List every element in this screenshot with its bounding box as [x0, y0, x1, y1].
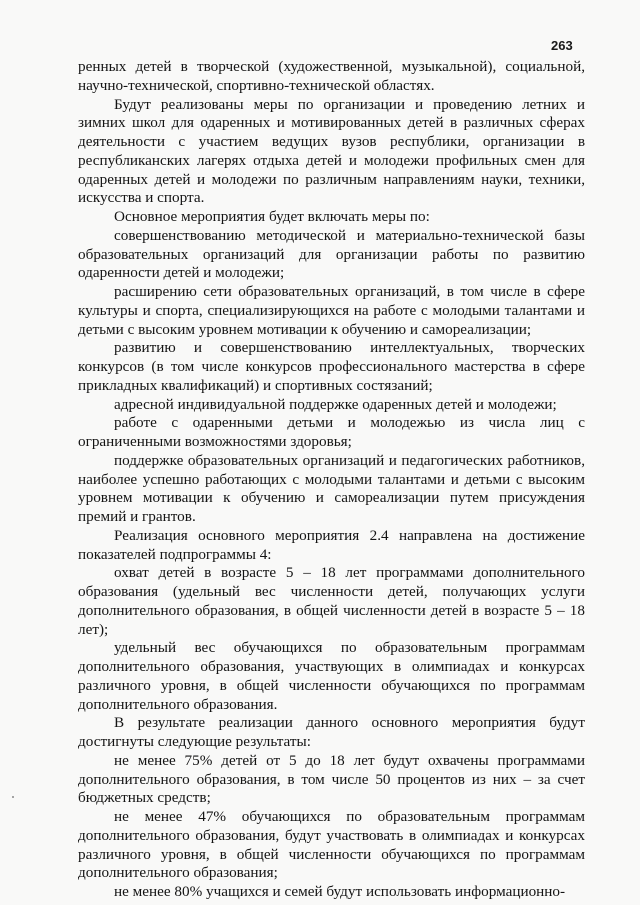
- paragraph-continuation: ренных детей в творческой (художественной, музыкальной), социальной, научно-технической, спортивно-технической областях.: [78, 58, 585, 94]
- list-item-targeted-support: адресной индивидуальной поддержке одаренных детей и молодежи;: [114, 395, 557, 413]
- paragraph-summer-schools: Будут реализованы меры по организации и проведению летних и зимних школ для одаренных и мотивированных детей в различных сферах деятельности с участием ведущих вузов республики, организации в республиканских лагерях отдыха детей и молодежи профильных смен для одаренных детей и молодежи по различным направлениям науки, техники, искусства и спорта.: [78, 95, 585, 207]
- scan-speck: [12, 796, 14, 798]
- list-item-coverage-indicator: охват детей в возрасте 5 – 18 лет программами дополнительного образования (удельный вес численности детей, получающих услуги дополнительного образования, в общей численности детей в возрасте 5 – 18 лет);: [78, 564, 585, 638]
- list-item-methodical-base: совершенствованию методической и материально-технической базы образовательных организаций для организации работы по развитию одаренности детей и молодежи;: [78, 226, 585, 282]
- list-item-result-80: не менее 80% учащихся и семей будут использовать информационно-: [114, 883, 566, 900]
- list-item-result-47: не менее 47% обучающихся по образовательным программам дополнительного образования, будут участвовать в олимпиадах и конкурсах различного уровня, в общей численности обучающихся по программам дополнительного образования;: [78, 808, 585, 882]
- list-item-olympiad-indicator: удельный вес обучающихся по образовательным программам дополнительного образования, участвующих в олимпиадах и конкурсах различного уровня, в общей численности обучающихся по программам дополнительного образования.: [78, 639, 585, 713]
- document-body: [78, 58, 585, 902]
- list-item-network-expansion: расширению сети образовательных организаций, в том числе в сфере культуры и спорта, специализирующихся на работе с молодыми талантами и детьми с высоким уровнем мотивации к обучению и самореализации;: [78, 283, 585, 338]
- paragraph-indicators-intro: Реализация основного мероприятия 2.4 направлена на достижение показателей подпрограммы 4:: [78, 526, 585, 563]
- page-number: 263: [551, 38, 573, 53]
- paragraph-measures-intro: Основное мероприятия будет включать меры по:: [114, 208, 430, 225]
- list-item-result-75: не менее 75% детей от 5 до 18 лет будут охвачены программами дополнительного образования, в том числе 50 процентов из них – за счет бюджетных средств;: [78, 751, 585, 807]
- list-item-grants: поддержке образовательных организаций и педагогических работников, наиболее успешно работающих с молодыми талантами и детьми с высоким уровнем мотивации к обучению и самореализации путем присуждения премий и грантов.: [78, 451, 585, 525]
- paragraph-results-intro: В результате реализации данного основного мероприятия будут достигнуты следующие результаты:: [78, 714, 585, 750]
- list-item-disabilities: работе с одаренными детьми и молодежью из числа лиц с ограниченными возможностями здоровья;: [78, 414, 585, 450]
- list-item-contests: развитию и совершенствованию интеллектуальных, творческих конкурсов (в том числе конкурсов профессионального мастерства в сфере прикладных квалификаций) и спортивных состязаний;: [78, 339, 585, 394]
